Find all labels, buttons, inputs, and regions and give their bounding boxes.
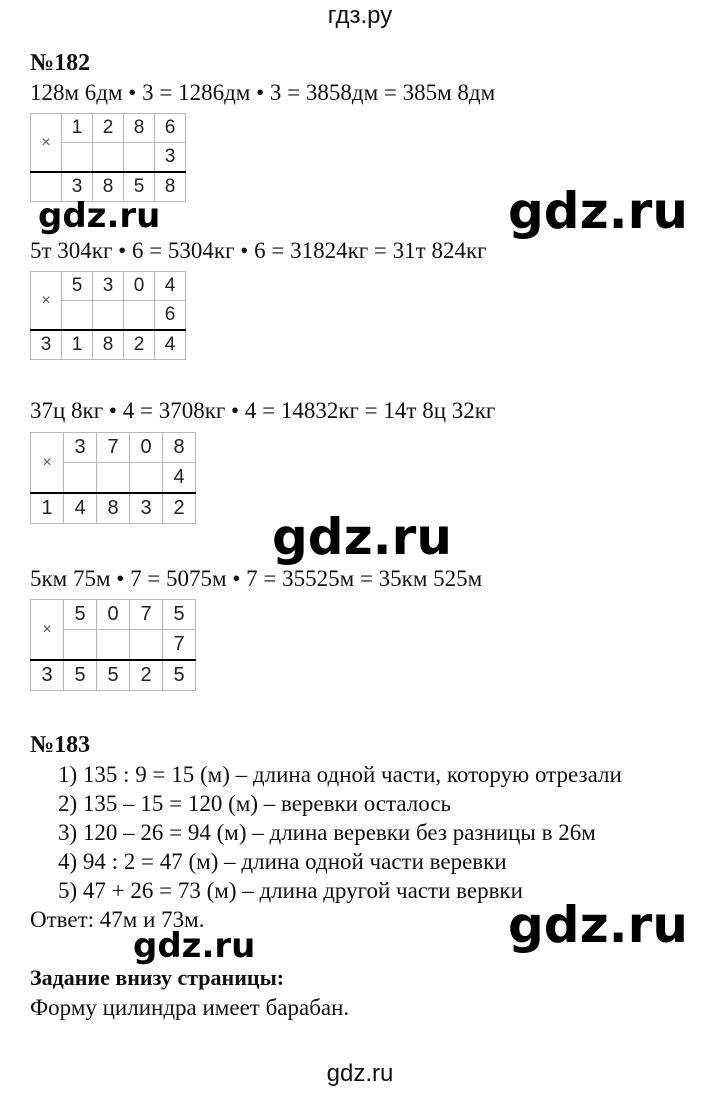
grid-cell: 6 — [155, 301, 186, 331]
grid-cell: 1 — [62, 330, 93, 360]
task-182-equation-1: 128м 6дм • 3 = 1286дм • 3 = 3858дм = 385м 8дм — [30, 80, 496, 105]
multiply-sign: × — [31, 433, 64, 494]
grid-cell — [64, 463, 97, 494]
grid-cell: 3 — [31, 330, 62, 360]
grid-cell: 5 — [163, 660, 196, 691]
grid-cell: 3 — [155, 143, 186, 173]
grid-cell — [124, 301, 155, 331]
grid-cell — [130, 630, 163, 661]
grid-cell: 8 — [97, 493, 130, 524]
grid-cell: 4 — [155, 330, 186, 360]
grid-cell: 5 — [124, 172, 155, 202]
grid-cell: 1 — [31, 493, 64, 524]
multiply-sign: × — [31, 600, 64, 661]
grid-cell — [62, 143, 93, 173]
grid-cell — [97, 463, 130, 494]
grid-cell: 0 — [130, 433, 163, 463]
grid-cell — [97, 630, 130, 661]
grid-cell: 7 — [163, 630, 196, 661]
watermark: gdz.ru — [133, 926, 256, 966]
multiplication-grid-4 — [30, 599, 196, 691]
bottom-task-title: Задание внизу страницы: — [30, 965, 285, 990]
grid-cell: 3 — [130, 493, 163, 524]
task-183-step: 3) 120 – 26 = 94 (м) – длина веревки без разницы в 26м — [58, 820, 596, 845]
grid-cell: 8 — [93, 330, 124, 360]
grid-cell: 5 — [64, 660, 97, 691]
grid-cell: 1 — [62, 114, 93, 143]
grid-cell — [62, 301, 93, 331]
grid-cell: 5 — [62, 272, 93, 301]
grid-cell — [93, 143, 124, 173]
grid-cell: 8 — [93, 172, 124, 202]
multiplication-grid-2 — [30, 271, 186, 360]
site-footer: gdz.ru — [326, 1060, 394, 1087]
grid-cell: 7 — [130, 600, 163, 630]
grid-cell: 3 — [31, 660, 64, 691]
grid-cell: 3 — [62, 172, 93, 202]
grid-cell: 8 — [163, 433, 196, 463]
watermark: gdz.ru — [272, 508, 452, 566]
task-182-number: №182 — [30, 50, 91, 76]
grid-cell — [130, 463, 163, 494]
grid-cell: 5 — [163, 600, 196, 630]
watermark: gdz.ru — [38, 196, 161, 236]
grid-cell: 8 — [124, 114, 155, 143]
task-183-number: №183 — [30, 732, 91, 758]
multiply-sign: × — [31, 272, 62, 331]
grid-cell: 5 — [64, 600, 97, 630]
watermark: gdz.ru — [508, 896, 688, 954]
grid-cell: 2 — [130, 660, 163, 691]
watermark: gdz.ru — [508, 182, 688, 240]
grid-cell: 2 — [163, 493, 196, 524]
grid-cell — [64, 630, 97, 661]
grid-cell: 2 — [124, 330, 155, 360]
task-183-step: 2) 135 – 15 = 120 (м) – веревки осталось — [58, 791, 452, 816]
task-182-equation-4: 5км 75м • 7 = 5075м • 7 = 35525м = 35км 525м — [30, 566, 483, 591]
grid-cell: 3 — [64, 433, 97, 463]
grid-cell: 3 — [93, 272, 124, 301]
grid-cell: 0 — [124, 272, 155, 301]
grid-cell: 4 — [155, 272, 186, 301]
grid-cell: 5 — [97, 660, 130, 691]
grid-cell — [93, 301, 124, 331]
multiplication-grid-1 — [30, 113, 186, 202]
bottom-task-text: Форму цилиндра имеет барабан. — [30, 995, 350, 1020]
grid-cell — [124, 143, 155, 173]
grid-cell: 8 — [155, 172, 186, 202]
task-183-step: 5) 47 + 26 = 73 (м) – длина другой части вервки — [58, 878, 523, 903]
site-header: гдз.ру — [327, 2, 393, 29]
grid-cell: 4 — [163, 463, 196, 494]
task-183-step: 1) 135 : 9 = 15 (м) – длина одной части, которую отрезали — [58, 762, 622, 787]
task-183-answer: Ответ: 47м и 73м. — [30, 907, 205, 932]
multiplication-grid-3 — [30, 432, 196, 524]
grid-cell: 7 — [97, 433, 130, 463]
task-183-step: 4) 94 : 2 = 47 (м) – длина одной части веревки — [58, 849, 507, 874]
task-182-equation-2: 5т 304кг • 6 = 5304кг • 6 = 31824кг = 31т 824кг — [30, 238, 487, 263]
grid-cell: 2 — [93, 114, 124, 143]
grid-cell: 6 — [155, 114, 186, 143]
grid-cell: 0 — [97, 600, 130, 630]
task-182-equation-3: 37ц 8кг • 4 = 3708кг • 4 = 14832кг = 14т 8ц 32кг — [30, 398, 496, 423]
multiply-sign: × — [31, 114, 62, 173]
grid-cell: 4 — [64, 493, 97, 524]
